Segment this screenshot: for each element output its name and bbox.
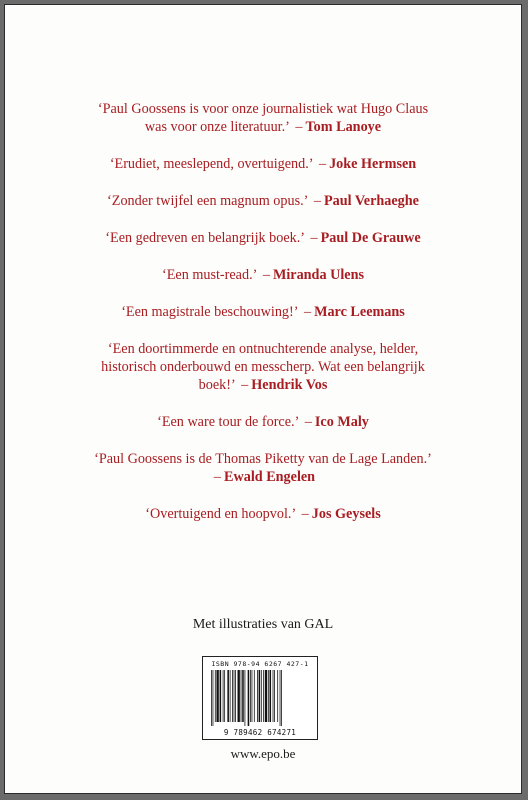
publisher-website: www.epo.be xyxy=(230,746,296,761)
quote-text: ‘Erudiet, meeslepend, overtuigend.’ xyxy=(109,156,313,172)
quote-author: Tom Lanoye xyxy=(305,119,382,135)
barcode-bar xyxy=(281,670,282,726)
quote-dash: – xyxy=(313,193,321,209)
quotes-list xyxy=(5,100,521,523)
quote-text: ‘Paul Goossens is de Thomas Piketty van de Lage Landen.’ xyxy=(94,451,432,467)
barcode-bar xyxy=(230,670,231,722)
quote-author: Ico Maly xyxy=(314,414,369,430)
barcode-bar xyxy=(280,670,281,726)
barcode-bar xyxy=(277,670,278,722)
quote-dash: – xyxy=(295,119,303,135)
barcode-bar xyxy=(259,670,261,722)
barcode-bar xyxy=(215,670,216,722)
barcode-bar xyxy=(235,670,236,722)
illustrations-credit: Met illustraties van GAL xyxy=(192,617,334,632)
quote-dash: – xyxy=(310,230,318,246)
quote-block xyxy=(5,413,521,431)
barcode-bar xyxy=(234,670,235,722)
quote-dash: – xyxy=(213,469,222,485)
barcode-bar xyxy=(211,670,212,726)
quote-dash: – xyxy=(304,414,312,430)
barcode-bar xyxy=(254,670,255,722)
quote-block xyxy=(5,450,521,486)
quote-block xyxy=(5,192,521,210)
isbn-barcode xyxy=(202,656,318,740)
barcode-bar xyxy=(270,670,272,722)
barcode-bar xyxy=(257,670,258,722)
barcode-bar xyxy=(268,670,269,722)
quote-dash: – xyxy=(262,267,270,283)
barcode-bar xyxy=(241,670,242,722)
quote-block xyxy=(5,266,521,284)
quote-dash: – xyxy=(303,304,312,320)
quote-author: Jos Geysels xyxy=(311,506,381,522)
quote-text: ‘Zonder twijfel een magnum opus.’ xyxy=(107,193,308,209)
barcode-bar xyxy=(245,670,246,726)
book-back-cover xyxy=(4,4,522,794)
quote-text: ‘Een gedreven en belangrijk boek.’ xyxy=(105,230,304,246)
barcode-bar xyxy=(274,670,275,722)
quote-author: Joke Hermsen xyxy=(329,156,417,172)
quote-block xyxy=(5,229,521,247)
quote-block xyxy=(5,505,521,523)
quote-author: Ewald Engelen xyxy=(224,469,316,485)
quote-text: ‘Overtuigend en hoopvol.’ xyxy=(145,506,296,522)
barcode-bar xyxy=(250,670,251,722)
barcode-bar xyxy=(263,670,264,722)
quote-text: historisch onderbouwd en messcherp. Wat een belangrijk xyxy=(101,359,425,375)
quote-block xyxy=(5,155,521,173)
barcode-bars xyxy=(211,670,311,726)
barcode-bar xyxy=(232,670,233,722)
quote-dash: – xyxy=(301,506,309,522)
quote-author: Paul De Grauwe xyxy=(320,230,421,246)
quote-dash: – xyxy=(241,377,249,393)
barcode-bar xyxy=(220,670,222,722)
barcode-bar xyxy=(242,670,244,722)
quote-text: was voor onze literatuur.’ xyxy=(144,119,289,135)
quote-block xyxy=(5,303,521,321)
quote-text: ‘Een ware tour de force.’ xyxy=(157,414,299,430)
barcode-bar xyxy=(227,670,229,722)
ean-digits: 9 789462 674271 xyxy=(223,728,297,737)
quote-dash: – xyxy=(318,156,327,172)
barcode-bar xyxy=(213,670,214,726)
quote-text: ‘Een must-read.’ xyxy=(162,267,257,283)
barcode-bar xyxy=(252,670,253,722)
barcode-bar xyxy=(216,670,218,722)
quote-author: Hendrik Vos xyxy=(251,377,328,393)
barcode-bar xyxy=(223,670,224,722)
quote-author: Miranda Ulens xyxy=(272,267,364,283)
barcode-bar xyxy=(248,670,250,726)
barcode-bar xyxy=(265,670,267,722)
isbn-label: ISBN 978-94 6267 427-1 xyxy=(211,660,309,668)
barcode-bar xyxy=(238,670,240,722)
barcode-bar xyxy=(261,670,262,722)
quote-author: Paul Verhaeghe xyxy=(323,193,419,209)
quote-text: boek!’ xyxy=(198,377,235,393)
quote-text: ‘Een doortimmerde en ontnuchterende analyse, helder, xyxy=(107,341,419,357)
barcode-bar xyxy=(273,670,274,722)
quote-author: Marc Leemans xyxy=(314,304,405,320)
quote-text: ‘Een magistrale beschouwing!’ xyxy=(121,304,298,320)
quote-block xyxy=(5,100,521,136)
barcode-bar xyxy=(224,670,225,722)
quote-text: ‘Paul Goossens is voor onze journalistiek wat Hugo Claus xyxy=(97,101,429,117)
quote-block xyxy=(5,340,521,394)
